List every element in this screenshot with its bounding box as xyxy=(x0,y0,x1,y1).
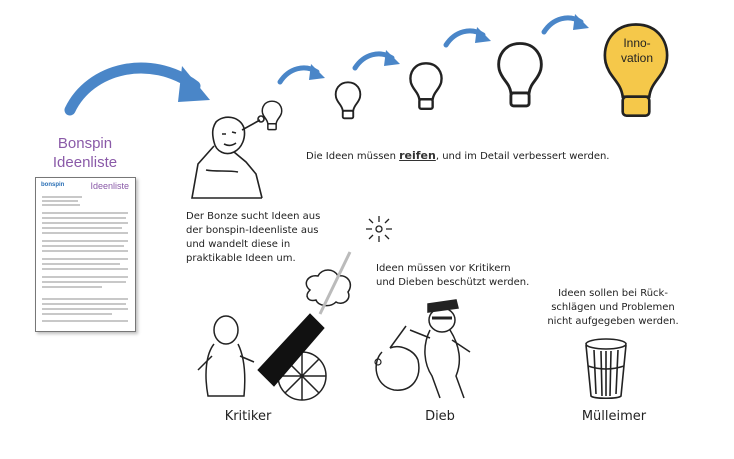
reifen-caption-word: reifen xyxy=(399,149,436,162)
innovation-bulb-icon xyxy=(598,18,674,126)
persist-caption-line3: nicht aufgegeben werden. xyxy=(547,316,679,327)
arrow-icon xyxy=(443,25,493,51)
persist-caption xyxy=(538,287,688,329)
lightbulb-icon xyxy=(494,40,546,112)
bonze-caption-line4: praktikable Ideen um. xyxy=(186,253,296,264)
persist-caption-line1: Ideen sollen bei Rück- xyxy=(558,288,668,299)
trash-can-icon xyxy=(584,336,628,400)
trash-label: Mülleimer xyxy=(581,409,647,424)
ideenliste-document xyxy=(35,177,136,332)
bonspin-title-line1: Bonspin xyxy=(57,135,113,152)
bonze-caption-line1: Der Bonze sucht Ideen aus xyxy=(186,211,321,222)
innovation-label xyxy=(612,36,662,66)
bonze-caption-line3: und wandelt diese in xyxy=(186,239,291,250)
arrow-icon xyxy=(277,62,327,88)
bonze-figure xyxy=(186,112,272,202)
reifen-caption xyxy=(306,149,610,164)
arrow-icon xyxy=(352,48,402,74)
lightbulb-icon xyxy=(407,60,445,114)
arrow-icon xyxy=(541,12,593,38)
innovation-label-line2: vation xyxy=(620,51,654,65)
exploding-bulb-icon xyxy=(362,212,396,246)
bonspin-title xyxy=(40,134,130,172)
reifen-caption-suffix: , und im Detail verbessert werden. xyxy=(435,151,610,162)
bonspin-title-line2: Ideenliste xyxy=(52,154,118,171)
protect-caption-line1: Ideen müssen vor Kritikern xyxy=(376,263,511,274)
thief-figure xyxy=(370,290,490,402)
lightbulb-icon xyxy=(333,80,363,122)
bonze-caption-line2: der bonspin-Ideenliste aus xyxy=(186,225,319,236)
critic-label: Kritiker xyxy=(224,409,272,424)
protect-caption xyxy=(376,262,566,290)
big-arrow-icon xyxy=(60,48,220,118)
persist-caption-line2: schlägen und Problemen xyxy=(551,302,675,313)
protect-caption-line2: und Dieben beschützt werden. xyxy=(376,277,530,288)
innovation-label-line1: Inno- xyxy=(623,36,651,50)
thief-label: Dieb xyxy=(425,409,455,424)
document-logo: bonspin xyxy=(41,182,65,188)
reifen-caption-prefix: Die Ideen müssen xyxy=(306,151,400,162)
document-title: Ideenliste xyxy=(90,181,129,191)
critic-cannon-figure xyxy=(192,244,360,402)
